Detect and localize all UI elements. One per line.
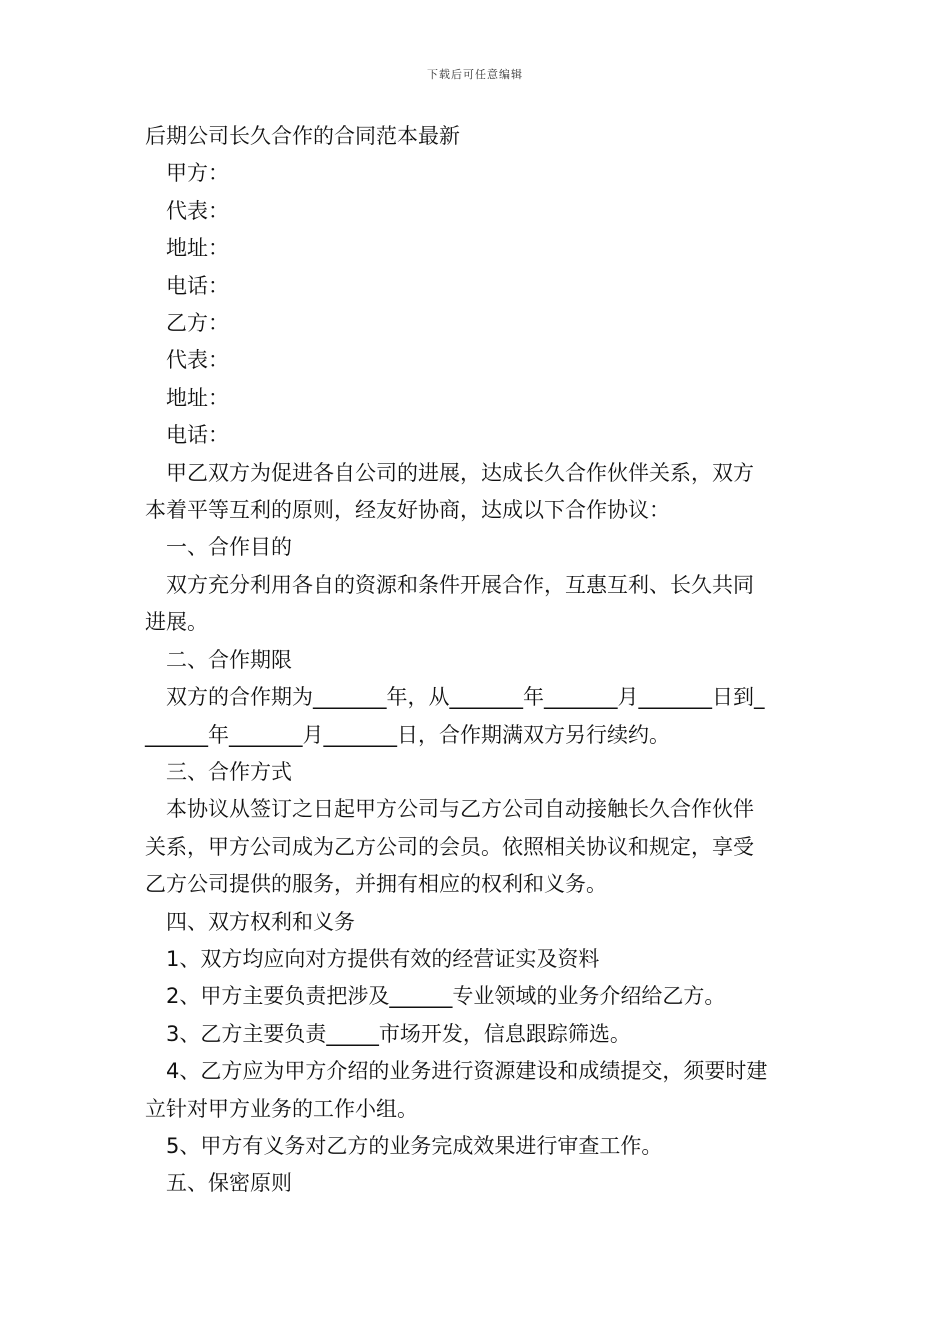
section-4-heading: 四、双方权利和义务: [166, 909, 355, 934]
section-5-heading: 五、保密原则: [166, 1171, 292, 1196]
section-1-text-line-1: 双方充分利用各自的资源和条件开展合作，互惠互利、长久共同: [166, 572, 754, 597]
section-2-text-line-2: ______年_______月_______日，合作期满双方另行续约。: [145, 722, 670, 747]
section-3-text-line-2: 关系，甲方公司成为乙方公司的会员。依照相关协议和规定，享受: [145, 834, 754, 859]
section-4-item-3: 3、乙方主要负责_____市场开发，信息跟踪筛选。: [166, 1021, 631, 1046]
section-4-item-4-line-1: 4、乙方应为甲方介绍的业务进行资源建设和成绩提交，须要时建: [166, 1059, 768, 1084]
section-3-text-line-1: 本协议从签订之日起甲方公司与乙方公司自动接触长久合作伙伴: [166, 797, 754, 822]
section-1-heading: 一、合作目的: [166, 535, 292, 560]
party-a-label: 甲方：: [166, 161, 229, 186]
party-b-representative: 代表：: [166, 348, 229, 373]
section-4-item-5: 5、甲方有义务对乙方的业务完成效果进行审查工作。: [166, 1133, 663, 1158]
intro-paragraph-line-2: 本着平等互利的原则，经友好协商，达成以下合作协议：: [145, 498, 670, 523]
section-4-item-4-line-2: 立针对甲方业务的工作小组。: [145, 1096, 418, 1121]
section-4-item-1: 1、双方均应向对方提供有效的经营证实及资料: [166, 946, 600, 971]
header-note: 下载后可任意编辑: [427, 68, 523, 81]
section-2-text-line-1: 双方的合作期为_______年，从_______年_______月_______日到_: [166, 685, 765, 710]
party-b-address: 地址：: [166, 385, 229, 410]
section-1-text-line-2: 进展。: [145, 610, 208, 635]
intro-paragraph-line-1: 甲乙双方为促进各自公司的进展，达成长久合作伙伴关系，双方: [166, 460, 754, 485]
party-b-label: 乙方：: [166, 311, 229, 336]
party-a-phone: 电话：: [166, 273, 229, 298]
section-3-text-line-3: 乙方公司提供的服务，并拥有相应的权利和义务。: [145, 872, 607, 897]
section-2-heading: 二、合作期限: [166, 647, 292, 672]
section-4-item-2: 2、甲方主要负责把涉及______专业领域的业务介绍给乙方。: [166, 984, 726, 1009]
party-a-representative: 代表：: [166, 198, 229, 223]
section-3-heading: 三、合作方式: [166, 759, 292, 784]
document-body: [145, 118, 807, 1203]
document-title: 后期公司长久合作的合同范本最新: [145, 124, 460, 148]
party-a-address: 地址：: [166, 236, 229, 261]
party-b-phone: 电话：: [166, 423, 229, 448]
